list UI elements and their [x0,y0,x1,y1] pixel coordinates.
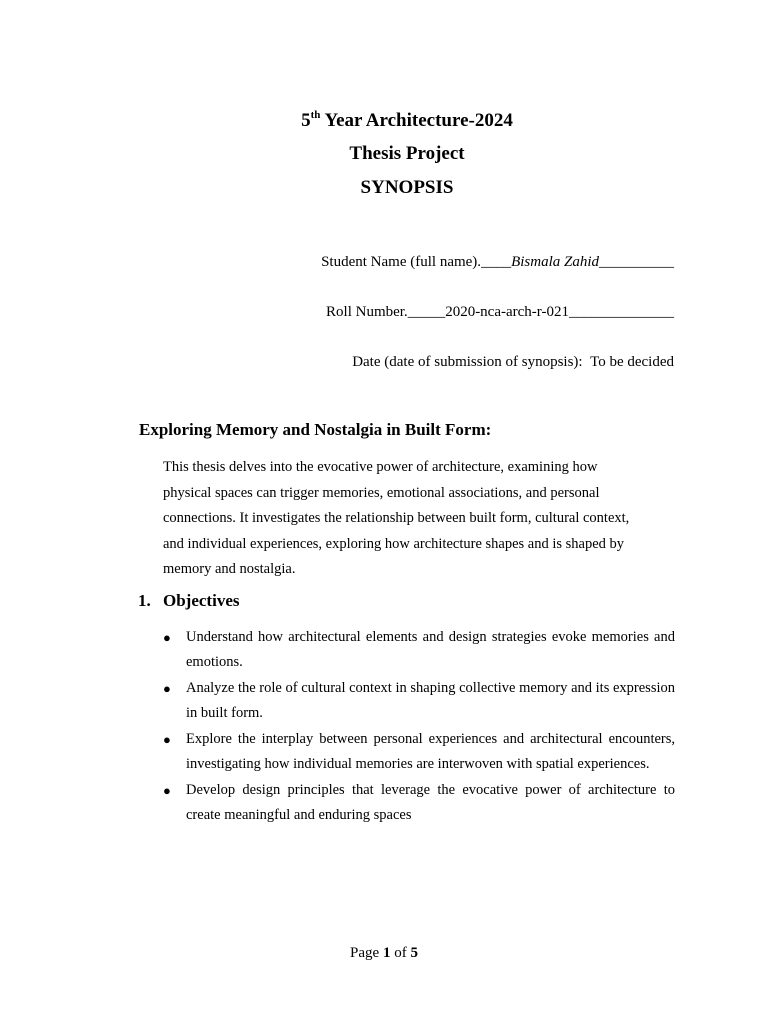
list-item: ● Develop design principles that leverage the evocative power of architecture to create meaningful and enduring spaces [163,778,675,828]
intro-line: connections. It investigates the relationship between built form, cultural context, [163,510,630,527]
title-synopsis: SYNOPSIS [360,177,454,198]
intro-paragraph [163,455,675,583]
title-year: 5th Year Architecture-2024 [301,109,513,131]
list-item: ● Explore the interplay between personal experiences and architectural encounters, investigating how individual memories are interwoven with spatial experiences. [163,727,675,777]
intro-line: memory and nostalgia. [163,561,296,578]
intro-line: This thesis delves into the evocative power of architecture, examining how [163,459,598,475]
page-footer: Page 1 of 5 [350,945,418,961]
intro-line: physical spaces can trigger memories, emotional associations, and personal [163,484,600,501]
bullet-icon: ● [163,731,171,747]
roll-number-value: 2020-nca-arch-r-021 [445,304,569,320]
date-line: Date (date of submission of synopsis): To be decided [352,354,674,370]
student-name-value: Bismala Zahid [511,254,599,270]
bullet-icon: ● [163,630,171,645]
title-thesis-project: Thesis Project [349,143,465,164]
bullet-icon: ● [163,782,171,798]
section-heading: Exploring Memory and Nostalgia in Built Form: [139,420,492,439]
objectives-list [163,625,675,829]
objectives-heading: 1. Objectives [138,591,240,610]
total-page-number: 5 [410,945,418,961]
student-name-line: Student Name (full name).____Bismala Zahid__________ [321,254,674,270]
roll-number-line: Roll Number._____2020-nca-arch-r-021______________ [326,304,674,320]
date-value: To be decided [590,354,674,370]
current-page-number: 1 [382,945,391,961]
list-item: ● Analyze the role of cultural context in shaping collective memory and its expression in built form. [163,676,675,726]
bullet-icon: ● [163,680,171,696]
list-item: ● Understand how architectural elements and design strategies evoke memories and emotions. [163,625,675,675]
intro-line: and individual experiences, exploring how architecture shapes and is shaped by [163,535,625,552]
